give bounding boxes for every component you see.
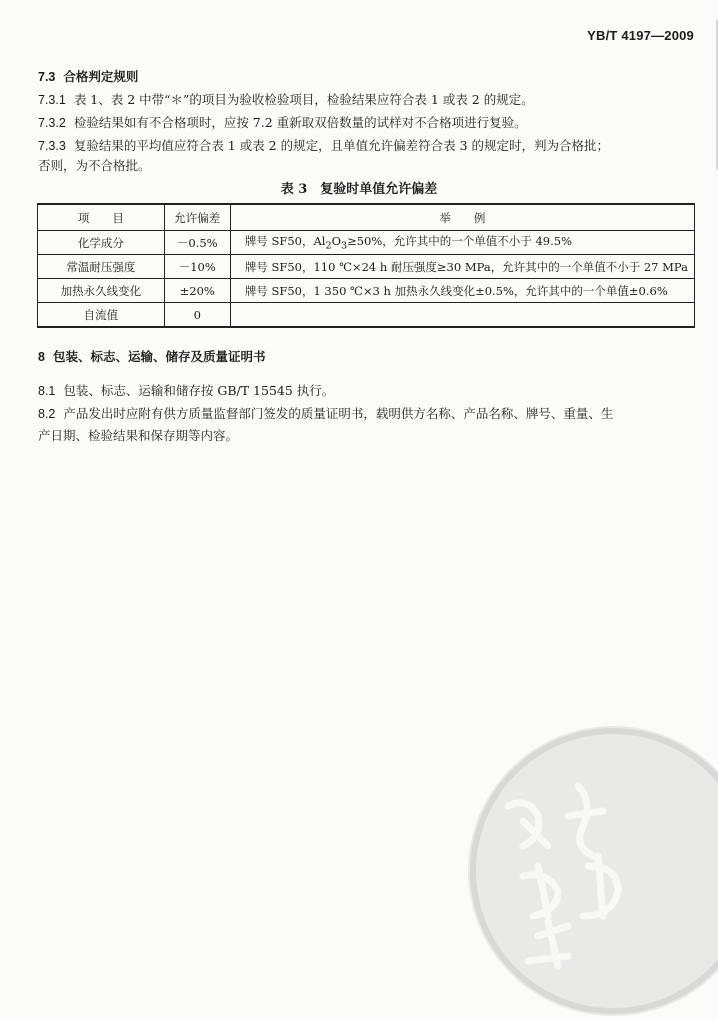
clause-8-2 xyxy=(38,404,696,424)
clause-text: 复验结果的平均值应符合表 1 或表 2 的规定，且单值允许偏差符合表 3 的规定时，判为合格批； xyxy=(73,138,610,153)
cell-tolerance: －0.5% xyxy=(164,231,230,255)
section-number: 7.3 xyxy=(38,70,56,84)
cell-tolerance: ±20% xyxy=(164,279,230,303)
watermark-seal-icon xyxy=(468,726,718,1016)
cell-item: 化学成分 xyxy=(38,231,165,255)
clause-8-2-continuation: 产日期、检验结果和保存期等内容。 xyxy=(38,428,239,443)
table-row xyxy=(38,255,695,279)
section-number: 8 xyxy=(38,350,45,364)
clause-8-1 xyxy=(38,381,696,401)
clause-number: 7.3.1 xyxy=(38,93,66,107)
clause-text: 表 1、表 2 中带“＊”的项目为验收检验项目，检验结果应符合表 1 或表 2 的规定。 xyxy=(73,92,534,107)
clause-number: 8.2 xyxy=(38,407,56,421)
section-heading-8 xyxy=(38,347,696,367)
cell-example: 牌号 SF50，1 350 ℃×3 h 加热永久线变化±0.5%，允许其中的一个单值±0.6% xyxy=(230,279,694,303)
table-header-row xyxy=(38,204,695,231)
clause-7-3-3 xyxy=(38,136,696,156)
cell-example xyxy=(230,303,694,328)
section-title: 合格判定规则 xyxy=(63,69,139,84)
cell-example: 牌号 SF50，110 ℃×24 h 耐压强度≥30 MPa，允许其中的一个单值不小于 27 MPa xyxy=(230,255,694,279)
clause-7-3-1 xyxy=(38,90,696,110)
cell-example: 牌号 SF50，$Al_2O_3\ge 50\%$，允许其中的一个单值不小于 49.5% xyxy=(230,231,694,255)
cell-tolerance: －10% xyxy=(164,255,230,279)
clause-number: 7.3.2 xyxy=(38,116,66,130)
section-heading-7-3 xyxy=(38,67,696,87)
header-example: 举 例 xyxy=(230,204,694,231)
section-title: 包装、标志、运输、储存及质量证明书 xyxy=(52,349,266,364)
table-row xyxy=(38,279,695,303)
table-caption: 表 3 复验时单值允许偏差 xyxy=(280,182,438,197)
clause-7-3-2 xyxy=(38,113,696,133)
tolerance-table xyxy=(37,203,695,328)
cell-item: 加热永久线变化 xyxy=(38,279,165,303)
cell-item: 常温耐压强度 xyxy=(38,255,165,279)
table-row xyxy=(38,231,695,255)
clause-text: 包装、标志、运输和储存按 GB/T 15545 执行。 xyxy=(63,383,335,398)
table-row xyxy=(38,303,695,328)
clause-7-3-3-continuation: 否则，为不合格批。 xyxy=(38,158,151,173)
watermark-seal xyxy=(468,726,718,1016)
header-item: 项 目 xyxy=(38,204,165,231)
cell-item: 自流值 xyxy=(38,303,165,328)
cell-tolerance: 0 xyxy=(164,303,230,328)
clause-text: 产品发出时应附有供方质量监督部门签发的质量证明书，载明供方名称、产品名称、牌号、重量、生 xyxy=(63,406,614,421)
standard-code: YB/T 4197—2009 xyxy=(587,28,694,43)
clause-number: 7.3.3 xyxy=(38,139,66,153)
clause-text: 检验结果如有不合格项时，应按 7.2 重新取双倍数量的试样对不合格项进行复验。 xyxy=(73,115,527,130)
clause-number: 8.1 xyxy=(38,384,56,398)
header-tolerance: 允许偏差 xyxy=(164,204,230,231)
